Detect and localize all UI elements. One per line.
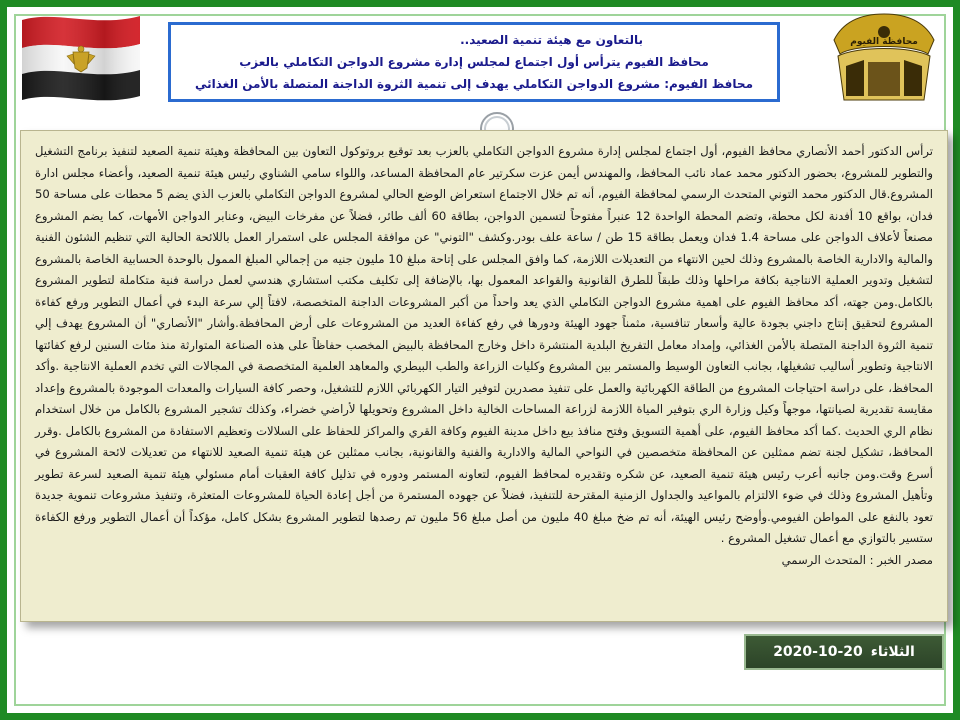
date-value: 2020-10-20 (773, 644, 863, 660)
header-line-3: محافظ الفيوم: مشروع الدواجن التكاملي يهدف إلى تنمية الثروة الداجنة المتصلة بالأمن الغذائي (194, 77, 754, 91)
logo-label: محافظة الفيوم (850, 37, 918, 47)
header-line-2: محافظ الفيوم يترأس أول اجتماع لمجلس إدارة مشروع الدواجن التكاملي بالعزب (239, 55, 709, 69)
header-line-1: بالتعاون مع هيئة تنمية الصعيد.. (460, 33, 643, 47)
fayoum-logo-icon (824, 10, 944, 106)
egypt-flag-icon (16, 10, 146, 102)
article-box (20, 130, 948, 622)
header-box (168, 22, 780, 102)
date-day: الثلاثاء (870, 644, 915, 660)
date-bar (744, 634, 944, 670)
article-source: مصدر الخبر : المتحدث الرسمي (781, 552, 933, 567)
article-body: ترأس الدكتور أحمد الأنصاري محافظ الفيوم، أول اجتماع لمجلس إدارة مشروع الدواجن التكاملي بالعزب بعد توقيع بروتوكول التعاون بين المحافظة وهيئة تنمية الصعيد لتنفيذ برنامج التشغيل والتطوير للمشروع، بحضور الدكتور محمد عماد نائب المحافظ، والمهندس أيمن عزت سكرتير عام المحافظة المساعد، واللواء سامي الشناوي رئيس هيئة تنمية الصعيد، وأعضاء مجلس ادارة المشروع.قال الدكتور محمد التوني المتحدث الرسمي لمحافظة الفيوم، أنه تم خلال الاجتماع استعراض الوضع الحالي لمشروع الدواجن التكاملي بالعزب الذي يضم 5 محطات على مساحة 50 فدان، بواقع 10 أفدنة لكل محطة، وتضم المحطة الواحدة 12 عنبراً مفتوحاً لتسمين الدواجن، بطاقة 60 ألف طائر، فضلاً عن مفرخات البيض، وعنابر الدواجن الأمهات، كما يضم المشروع مصنعاً لأعلاف الدواجن على مساحة 1.4 فدان ويعمل بطاقة 15 طن / ساعة علف بودر.وكشف "التوني" عن موافقة المجلس على استمرار العمل باللائحة الحالية التي تنظيم الشئون الفنية والمالية والادارية الخاصة بالمشروع وذلك لحين الانتهاء من التعديلات اللازمة، كما وافق المجلس على إتاحة مبلغ 10 مليون جنيه من إجمالي المبلغ الممول بالوحدة الحسابية الخاصة بالمشروع لتشغيل وتدوير العملية الانتاجية بكافة مراحلها وذلك طبقاً للطرق القانونية والقواعد المعمول بها، بالإضافة إلى تكليف مكتب استشاري هندسي لعمل دراسة فنية متكاملة لتطوير المشروع بالكامل.ومن جهته، أكد محافظ الفيوم على اهمية مشروع الدواجن التكاملي الذي يعد واحداً من أكبر المشروعات الداجنة المتخصصة، لافتاً إلي سرعة البدء في أعمال التطوير ورفع كفاءة المشروع لتحقيق إنتاج داجني بجودة عالية وأسعار تنافسية، مثمناً جهود الهيئة ودورها في رفع كفاءة العديد من المشروعات على أرض المحافظة.وأشار "الأنصاري" أن المشروع يهدف إلي تنمية الثروة الداجنة المتصلة بالأمن الغذائي، وإمداد معامل التفريخ البلدية المنتشرة داخل وخارج المحافظة بالبيض المخصب حفاظاً على هذه الصناعة المتوارثة منذ مئات السنين لرفع كفائتها الانتاجية وتطوير أساليب تشغيلها، بجانب التعاون الوسيط والمستمر بين المشروع وكليات الزراعة والطب البيطري والمعاهد العلمية المتخصصة في المجالات التي تخدم العملية الانتاجية .وأكد المحافظ، على دراسة احتياجات المشروع من الطاقة الكهربائية والعمل على تنفيذ مصدرين لتوفير التيار الكهربائي اللازم للتشغيل، وحصر كافة السيارات والمعدات الموجودة بالمشروع وإعداد مقايسة تقديرية لصيانتها، موجهاً وكيل وزارة الري بتوفير المياة اللازمة لزراعة المساحات الخالية داخل المشروع وتحويلها لأراضي خضراء، وكذلك تشجير المشروع بالكامل من خلال استخدام نظام الري الحديث .كما أكد محافظ الفيوم، على أهمية التسويق وفتح منافذ بيع داخل مدينة الفيوم وكافة القري والمراكز للحفاظ على السلالات وتعظيم الاستفادة من المشروع بالكامل .وقرر المحافظ، تشكيل لجنة تضم ممثلين عن المحافظة متخصصين في النواحي المالية والادارية والفنية والقانونية، بجانب ممثلين عن هيئة تنمية الصعيد للانتهاء من تعديلات لائحة المشروع في أسرع وقت.ومن جانبه أعرب رئيس هيئة تنمية الصعيد، عن شكره وتقديره لمحافظ الفيوم، لتعاونه المستمر ودوره في تذليل كافة العقبات أمام مسئولي هيئة تنمية الصعيد لسرعة تطوير وتأهيل المشروع وذلك في ضوء الالتزام بالمواعيد والجداول الزمنية المقترحة للتنفيذ، فضلاً عن جهوده المستمرة من أجل إعادة الحياة للمشروعات المتعثرة، وتنفيذ مشروعات تنموية جديدة تعود بالنفع على المواطن الفيومي.وأوضح رئيس الهيئة، أنه تم ضخ مبلغ 40 مليون من أصل مبلغ 56 مليون تم رصدها لتطوير المشروع بشكل كامل، مؤكداً أن أعمال التطوير ورفع الكفاءة ستسير بالتوازي مع أعمال تشغيل المشروع . (35, 144, 934, 545)
